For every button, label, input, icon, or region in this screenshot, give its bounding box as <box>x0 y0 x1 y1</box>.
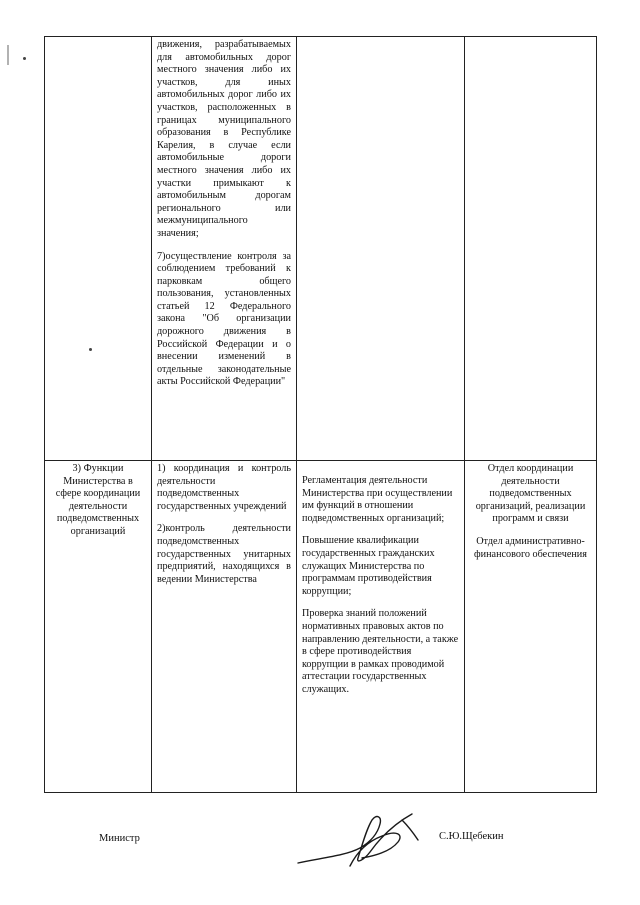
function-title: 3) Функции Министерства в сфере координации деятельности подведомственных организаций <box>55 463 141 537</box>
duties-cell <box>297 461 465 793</box>
scan-dot <box>23 57 26 60</box>
duty-item: Проверка знаний положений нормативных правовых актов по направлению деятельности, а также в сфере противодействия коррупции в рамках проводимой аттестации государственных служащих. <box>302 608 459 695</box>
department-item: Отдел координации деятельности подведомственных организаций, реализации программ и связи <box>475 463 586 525</box>
power-item: 7)осуществление контроля за соблюдением требований к парковкам общего пользования, установленных статьей 12 Федерального закона "Об организации дорожного движения в Российской Федерации и о внесении изменений в отдельные законодательные акты Российской Федерации" <box>157 250 291 388</box>
margin-mark <box>7 45 9 65</box>
power-item: движения, разрабатываемых для автомобильных дорог местного значения либо их участков, для иных автомобильных дорог либо их участков, расположенных в границах муниципального образования в Республике Карелия, в случае если автомобильные дороги местного значения либо их участки примыкают к автомобильным дорогам регионального или межмуниципального значения; <box>157 39 291 239</box>
power-item: 2)контроль деятельности подведомственных государственных унитарных предприятий, находящихся в ведении Министерства <box>157 523 291 585</box>
handwritten-signature <box>290 808 440 870</box>
function-cell-empty <box>45 37 152 461</box>
table-row-coordination <box>45 461 597 793</box>
department-item: Отдел административно-финансового обеспечения <box>474 535 587 560</box>
signature-block <box>0 800 640 880</box>
table-row-continuation <box>45 37 597 461</box>
signatory-title: Министр <box>99 833 140 844</box>
power-item: 1) координация и контроль деятельности подведомственных государственных учреждений <box>157 463 291 512</box>
powers-cell <box>152 461 297 793</box>
duty-item: Повышение квалификации государственных гражданских служащих Министерства по программам противодействия коррупции; <box>302 535 435 597</box>
duties-cell-empty <box>297 37 465 461</box>
departments-cell-empty <box>465 37 597 461</box>
function-cell <box>45 461 152 793</box>
signatory-name: С.Ю.Щебекин <box>439 831 504 842</box>
departments-cell <box>465 461 597 793</box>
functions-table <box>44 36 597 793</box>
duty-item: Регламентация деятельности Министерства при осуществлении им функций в отношении подведомственных организаций; <box>302 475 453 524</box>
powers-cell-continued <box>152 37 297 461</box>
